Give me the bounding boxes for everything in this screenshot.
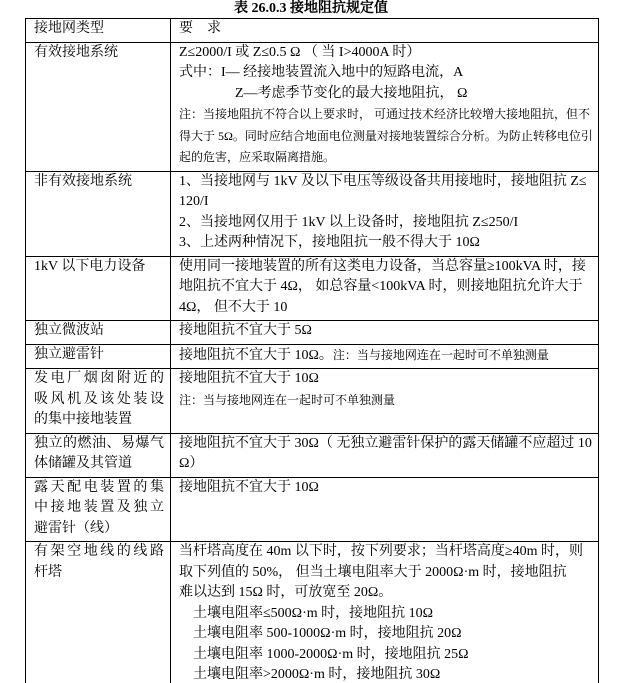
requirement-text: Ω） [179, 456, 204, 471]
table-row [26, 369, 599, 434]
requirement-line [179, 172, 592, 193]
requirement-line [179, 63, 592, 84]
requirement-line [179, 126, 592, 148]
grid-type-cell [26, 369, 171, 434]
table-header-row [26, 19, 599, 43]
requirement-line [179, 298, 592, 319]
requirement-line [179, 257, 592, 278]
grid-type-line: 杆塔 [34, 564, 62, 580]
grid-type-line: 1kV 以下电力设备 [34, 258, 146, 274]
grid-type-cell [26, 344, 171, 369]
requirement-line [179, 213, 592, 234]
requirement-line [179, 84, 592, 105]
requirement-cell [171, 369, 599, 434]
requirement-text: 土壤电阻率≤500Ω·m 时，接地阻抗 10Ω [193, 605, 434, 621]
requirement-line [179, 104, 592, 126]
grid-type-line: 吸风机及该处装设 [34, 391, 164, 407]
table-row [26, 344, 599, 369]
grid-type-line: 发电厂烟囱附近的 [34, 371, 164, 386]
requirement-text: 难以达到 15Ω 时，可放宽至 20Ω。 [179, 585, 393, 600]
table-row [26, 256, 599, 321]
requirement-cell [171, 344, 599, 369]
requirement-text: 当杆塔高度在 40m 以下时，按下列要求；当杆塔高度≥40m 时，则 [179, 544, 583, 559]
requirement-line [179, 542, 592, 563]
table-row [26, 433, 599, 477]
requirement-text: 接地阻抗不宜大于 5Ω [179, 323, 312, 338]
requirement-text: 地阻抗不宜大于 4Ω， 如总容量<100kVA 时，则接地阻抗允许大于 [179, 279, 583, 294]
requirement-text: 120/I [179, 194, 209, 209]
header-cell-grid-type: 接地网类型 [26, 19, 171, 43]
requirement-text: 土壤电阻率 500-1000Ω·m 时，接地阻抗 20Ω [193, 626, 462, 641]
requirement-line [179, 192, 592, 213]
requirement-cell [171, 433, 599, 477]
table-row [26, 477, 599, 542]
requirement-line [179, 147, 592, 169]
requirement-text: 3、上述两种情况下，接地阻抗一般不得大于 10Ω [179, 235, 480, 250]
requirement-line [179, 369, 592, 390]
requirement-line [179, 233, 592, 254]
grid-type-cell [26, 477, 171, 542]
grid-type-line: 中接地装置及独立 [34, 500, 164, 515]
requirement-line [179, 624, 592, 645]
requirement-line [179, 321, 592, 342]
requirement-note-text: 注：当接地阻抗不符合以上要求时， 可通过技术经济比较增大接地阻抗，但不 [179, 107, 591, 121]
grid-type-line: 露天配电装置的集 [34, 479, 164, 495]
requirement-line [179, 43, 592, 64]
grid-type-line: 的集中接地装置 [34, 412, 132, 427]
header-cell-requirement: 要 求 [171, 19, 599, 43]
grid-type-cell [26, 171, 171, 256]
requirement-text: Z≤2000/I 或 Z≤0.5 Ω （ 当 I>4000A 时） [179, 44, 421, 60]
grid-type-cell [26, 433, 171, 477]
requirement-line [179, 345, 592, 367]
grid-type-cell [26, 321, 171, 345]
requirement-line [179, 478, 592, 499]
table-row [26, 42, 599, 171]
requirement-text: 1、当接地网与 1kV 及以下电压等级设备共用接地时，接地阻抗 Z≤ [179, 173, 587, 189]
requirement-line [179, 434, 592, 455]
requirement-line [179, 277, 592, 298]
grid-type-cell [26, 42, 171, 171]
requirement-line [179, 665, 592, 683]
requirement-note-text: 注：当与接地网连在一起时可不单独测量 [332, 347, 549, 362]
requirement-cell [171, 321, 599, 345]
table-body [26, 19, 599, 683]
requirement-text: 土壤电阻率 1000-2000Ω·m 时，接地阻抗 25Ω [193, 646, 469, 662]
grid-type-line: 独立微波站 [34, 323, 104, 338]
grid-type-line: 非有效接地系统 [34, 173, 132, 189]
requirement-cell [171, 477, 599, 542]
requirement-text: 接地阻抗不宜大于 30Ω（ 无独立避雷针保护的露天储罐不应超过 10 [179, 435, 592, 451]
table-row [26, 542, 599, 683]
requirement-text: 2、当接地网仅用于 1kV 以上设备时，接地阻抗 Z≤250/I [179, 214, 519, 230]
requirement-note-text: 得大于 5Ω。同时应结合地面电位测量对接地装置综合分析。为防止转移电位引 [179, 128, 593, 143]
grid-type-line: 有架空地线的线路 [34, 544, 164, 559]
table-row [26, 321, 599, 345]
requirement-text: 式中：I— 经接地装置流入地中的短路电流，A [179, 65, 464, 80]
requirement-cell [171, 256, 599, 321]
requirement-line [179, 645, 592, 666]
requirement-line [179, 454, 592, 475]
requirement-text: 取下列值的 50%， 但当土壤电阻率大于 2000Ω·m 时，接地阻抗 [179, 564, 567, 580]
requirement-text: 4Ω， 但不大于 10 [179, 299, 288, 315]
grid-type-line: 独立的燃油、易爆气 [34, 435, 164, 451]
requirement-text: Z—考虑季节变化的最大接地阻抗， Ω [235, 85, 468, 101]
requirement-text: 接地阻抗不宜大于 10Ω。 [179, 347, 333, 363]
requirement-text: 接地阻抗不宜大于 10Ω [179, 371, 319, 386]
grid-type-line: 有效接地系统 [34, 44, 118, 60]
requirement-line [179, 583, 592, 604]
table-title: 表 26.0.3 接地阻抗规定值 [234, 1, 388, 16]
requirement-text: 使用同一接地装置的所有这类电力设备，当总容量≥100kVA 时，接 [179, 258, 586, 274]
requirement-cell [171, 171, 599, 256]
requirement-text: 接地阻抗不宜大于 10Ω [179, 479, 319, 495]
grounding-impedance-table [25, 18, 599, 683]
requirement-note-text: 起的危害，应采取隔离措施。 [179, 150, 336, 164]
grid-type-cell [26, 256, 171, 321]
grid-type-line: 体储罐及其管道 [34, 456, 132, 471]
requirement-line [179, 563, 592, 584]
table-row [26, 171, 599, 256]
requirement-cell [171, 542, 599, 683]
requirement-line [179, 390, 592, 412]
grid-type-line: 避雷针（线） [34, 520, 118, 536]
requirement-note-text: 注：当与接地网连在一起时可不单独测量 [179, 392, 396, 407]
grid-type-cell [26, 542, 171, 683]
requirement-line [179, 604, 592, 625]
requirement-cell [171, 42, 599, 171]
requirement-text: 土壤电阻率>2000Ω·m 时，接地阻抗 30Ω [193, 667, 441, 682]
grid-type-line: 独立避雷针 [34, 346, 104, 362]
